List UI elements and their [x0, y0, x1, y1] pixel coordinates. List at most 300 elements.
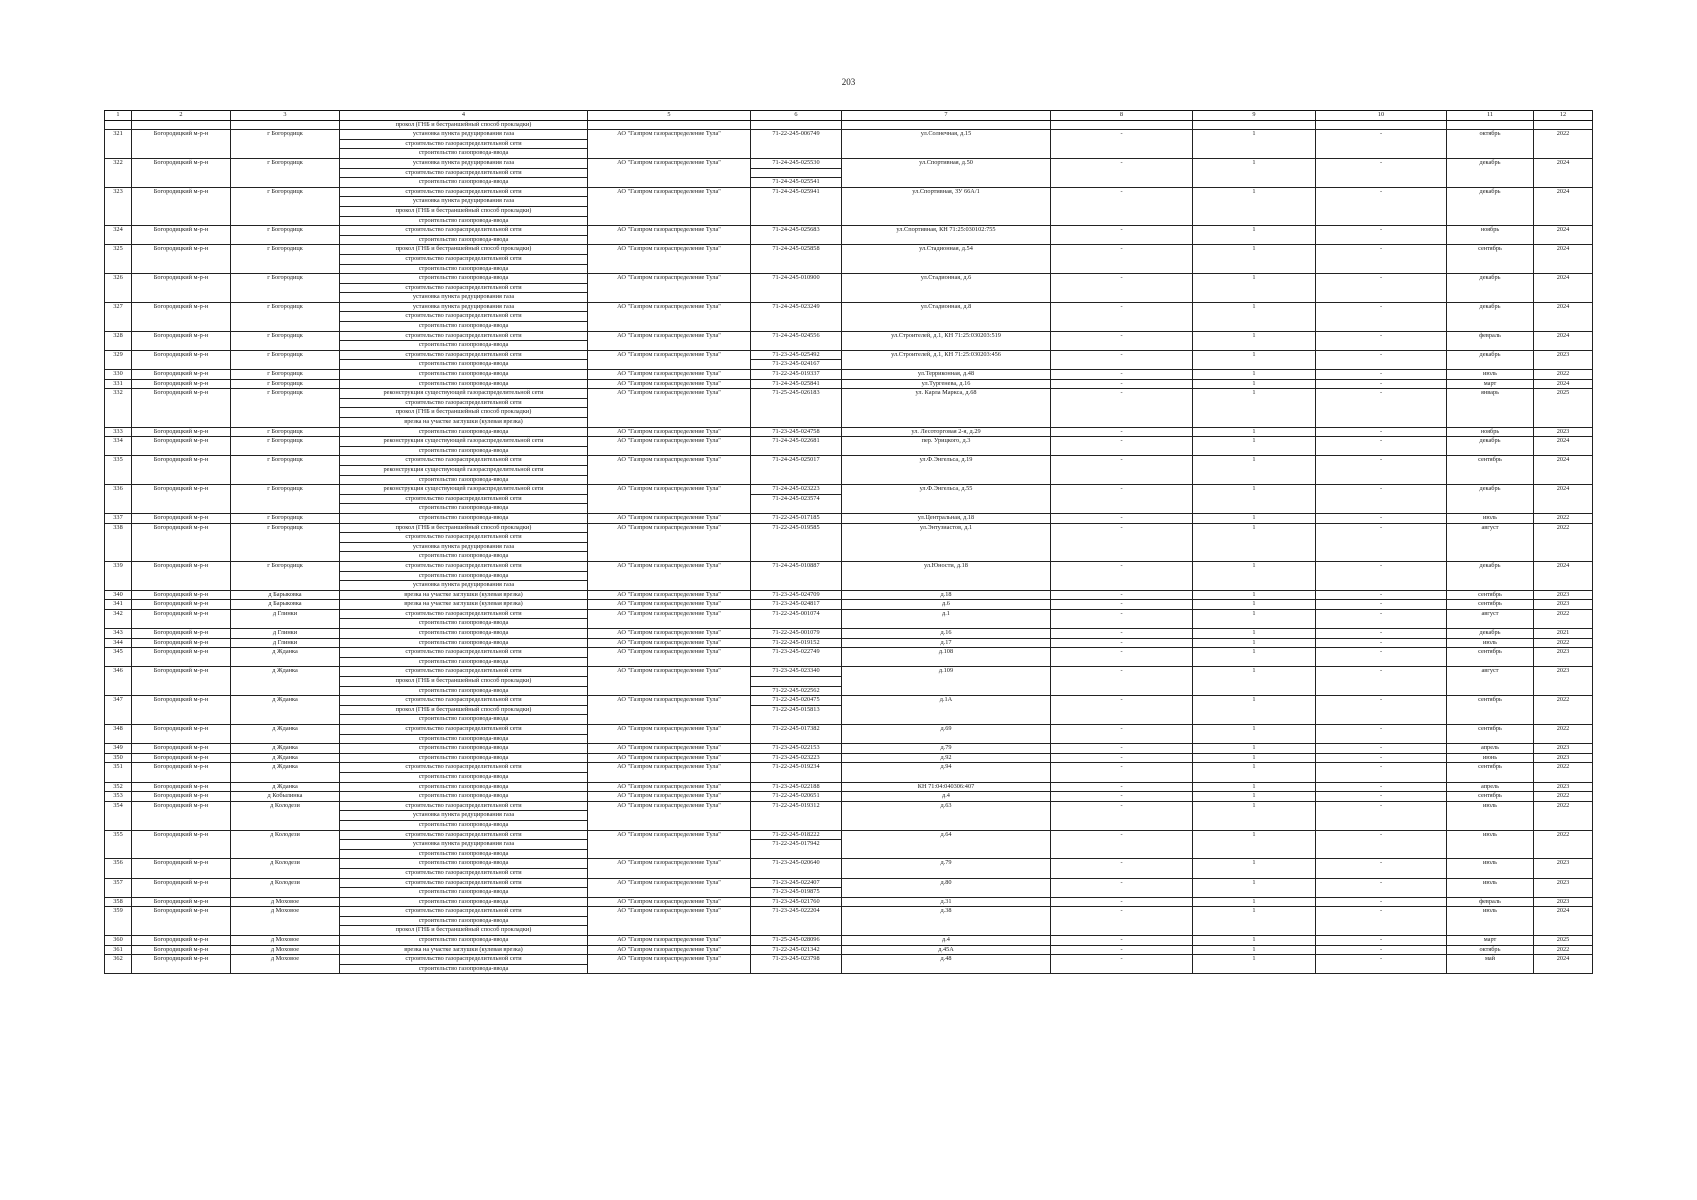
municipality: Богородицкий м-р-н: [132, 907, 231, 936]
work-type-line: строительство газопровода-ввода: [340, 551, 587, 561]
col10-value: -: [1316, 187, 1447, 225]
work-type: [340, 792, 588, 802]
col10-value: -: [1316, 226, 1447, 245]
col8-value: -: [1051, 245, 1193, 274]
row-number: 344: [105, 638, 132, 648]
year: 2022: [1534, 370, 1593, 380]
column-header: 8: [1051, 111, 1193, 121]
year: 2022: [1534, 638, 1593, 648]
col9-value: 1: [1193, 859, 1316, 878]
work-type: [340, 945, 588, 955]
address: ул. Лесоторговая 2-я, д.29: [842, 427, 1051, 437]
work-type: [340, 830, 588, 859]
municipality: Богородицкий м-р-н: [132, 638, 231, 648]
municipality: Богородицкий м-р-н: [132, 830, 231, 859]
row-number: 347: [105, 696, 132, 725]
table-row: [105, 187, 1593, 225]
work-type-line: строительство газораспределительной сети: [405, 226, 522, 234]
work-type-line: установка пункта редуцирования газа: [412, 130, 515, 138]
table-row: [105, 725, 1593, 744]
work-type-line: установка пункта редуцирования газа: [412, 302, 515, 310]
work-type-line: строительство газопровода-ввода: [340, 618, 587, 628]
year: 2022: [1534, 763, 1593, 782]
month: декабрь: [1447, 274, 1534, 303]
row-number: 331: [105, 379, 132, 389]
work-type-line: строительство газопровода-ввода: [340, 916, 587, 926]
municipality: Богородицкий м-р-н: [132, 274, 231, 303]
address: д.48: [842, 955, 1051, 974]
application-code-line: 71-25-245-026183: [772, 389, 820, 397]
work-type-line: строительство газораспределительной сети: [340, 283, 587, 293]
year: 2022: [1534, 523, 1593, 561]
col8-value: -: [1051, 936, 1193, 946]
row-number: 333: [105, 427, 132, 437]
application-code: [751, 609, 842, 628]
column-header: 1: [105, 111, 132, 121]
settlement: д Барыковка: [231, 600, 340, 610]
year: 2024: [1534, 379, 1593, 389]
work-type-line: строительство газопровода-ввода: [340, 734, 587, 744]
col10-value: -: [1316, 561, 1447, 590]
month: сентябрь: [1447, 696, 1534, 725]
address: пер. Урицкого, д.3: [842, 437, 1051, 456]
col8-value: -: [1051, 226, 1193, 245]
work-type: [340, 302, 588, 331]
organization: АО "Газпром газораспределение Тула": [588, 600, 751, 610]
settlement: д Моховое: [231, 945, 340, 955]
work-type: [340, 801, 588, 830]
work-type-line: строительство газопровода-ввода: [418, 379, 509, 387]
work-type: [340, 331, 588, 350]
municipality: Богородицкий м-р-н: [132, 897, 231, 907]
row-number: 349: [105, 744, 132, 754]
municipality: Богородицкий м-р-н: [132, 667, 231, 696]
work-type-line: строительство газораспределительной сети: [340, 532, 587, 542]
application-code: [751, 158, 842, 187]
col9-value: 1: [1193, 331, 1316, 350]
year: 2021: [1534, 629, 1593, 639]
work-type: [340, 274, 588, 303]
col10-value: -: [1316, 485, 1447, 514]
month: июль: [1447, 907, 1534, 936]
table-row: [105, 379, 1593, 389]
application-code: [751, 379, 842, 389]
col9-value: 1: [1193, 753, 1316, 763]
settlement: г Богородицк: [231, 485, 340, 514]
municipality: Богородицкий м-р-н: [132, 226, 231, 245]
col8-value: -: [1051, 590, 1193, 600]
month: декабрь: [1447, 187, 1534, 225]
address: д.1А: [842, 696, 1051, 725]
col9-value: 1: [1193, 456, 1316, 485]
work-type: [340, 600, 588, 610]
application-code-line: 71-22-245-001074: [772, 609, 820, 617]
row-number: 345: [105, 648, 132, 667]
work-type-line: строительство газопровода-ввода: [418, 427, 509, 435]
work-type-line: строительство газораспределительной сети: [340, 494, 587, 504]
column-header: 4: [340, 111, 588, 121]
municipality: Богородицкий м-р-н: [132, 763, 231, 782]
table-row: [105, 629, 1593, 639]
organization: АО "Газпром газораспределение Тула": [588, 744, 751, 754]
application-code: [751, 907, 842, 936]
work-type-line: строительство газораспределительной сети: [340, 139, 587, 149]
col8-value: -: [1051, 638, 1193, 648]
row-number: 334: [105, 437, 132, 456]
col9-value: 1: [1193, 696, 1316, 725]
col9-value: 1: [1193, 763, 1316, 782]
year: 2024: [1534, 456, 1593, 485]
work-type-line: строительство газораспределительной сети: [340, 868, 587, 878]
work-type-line: строительство газопровода-ввода: [340, 446, 587, 456]
work-type: [340, 955, 588, 974]
application-code: [751, 955, 842, 974]
year: 2024: [1534, 955, 1593, 974]
table-row: [105, 274, 1593, 303]
application-code: [751, 523, 842, 561]
application-code: [751, 561, 842, 590]
application-code-line: 71-24-245-023249: [772, 302, 820, 310]
organization: АО "Газпром газораспределение Тула": [588, 187, 751, 225]
organization: АО "Газпром газораспределение Тула": [588, 389, 751, 427]
settlement: д Жданка: [231, 763, 340, 782]
work-type-line: строительство газопровода-ввода: [418, 753, 509, 761]
col9-value: 1: [1193, 945, 1316, 955]
col9-value: 1: [1193, 638, 1316, 648]
work-type-line: прокол (ГНБ и бестраншейный способ прокладки): [395, 523, 532, 531]
municipality: Богородицкий м-р-н: [132, 513, 231, 523]
col8-value: -: [1051, 782, 1193, 792]
table-row: [105, 638, 1593, 648]
organization: АО "Газпром газораспределение Тула": [588, 485, 751, 514]
address: ул.Строителей, д.1, КН 71:25:030203:519: [842, 331, 1051, 350]
work-type-line: строительство газопровода-ввода: [340, 772, 587, 782]
col8-value: -: [1051, 513, 1193, 523]
month: октябрь: [1447, 945, 1534, 955]
organization: АО "Газпром газораспределение Тула": [588, 370, 751, 380]
application-code-line: 71-24-245-025530: [772, 158, 820, 166]
settlement: д Колодези: [231, 859, 340, 878]
application-code-line: 71-24-245-025017: [772, 456, 820, 464]
municipality: Богородицкий м-р-н: [132, 648, 231, 667]
application-code-line: 71-23-245-022407: [772, 878, 820, 886]
organization: АО "Газпром газораспределение Тула": [588, 513, 751, 523]
work-type-line: строительство газораспределительной сети: [405, 696, 522, 704]
col9-value: 1: [1193, 667, 1316, 696]
work-type-line: строительство газопровода-ввода: [340, 148, 587, 158]
col10-value: -: [1316, 437, 1447, 456]
address: д.6: [842, 600, 1051, 610]
col8-value: -: [1051, 801, 1193, 830]
column-header: 2: [132, 111, 231, 121]
table-cell: [231, 120, 340, 130]
application-code-line: 71-22-245-019152: [772, 638, 820, 646]
row-number: 327: [105, 302, 132, 331]
work-type: [340, 897, 588, 907]
application-code-line: 71-23-245-019875: [751, 887, 841, 897]
application-code-line: 71-23-245-024709: [772, 590, 820, 598]
application-code: [751, 801, 842, 830]
table-row: [105, 350, 1593, 369]
work-type-line: строительство газораспределительной сети: [405, 648, 522, 656]
col8-value: -: [1051, 897, 1193, 907]
work-type-line: реконструкция существующей газораспределительной сети: [383, 389, 544, 397]
col8-value: -: [1051, 830, 1193, 859]
row-number: 337: [105, 513, 132, 523]
col8-value: -: [1051, 696, 1193, 725]
municipality: Богородицкий м-р-н: [132, 859, 231, 878]
col8-value: -: [1051, 648, 1193, 667]
address: д.38: [842, 907, 1051, 936]
organization: АО "Газпром газораспределение Тула": [588, 955, 751, 974]
work-type-line: строительство газораспределительной сети: [405, 830, 522, 838]
table-cell: [1193, 120, 1316, 130]
table-row: [105, 456, 1593, 485]
settlement: г Богородицк: [231, 456, 340, 485]
col9-value: 1: [1193, 648, 1316, 667]
col9-value: 1: [1193, 725, 1316, 744]
table-row: [105, 955, 1593, 974]
col10-value: -: [1316, 763, 1447, 782]
month: март: [1447, 936, 1534, 946]
settlement: г Богородицк: [231, 513, 340, 523]
application-code-line: 71-23-245-023798: [772, 955, 820, 963]
municipality: Богородицкий м-р-н: [132, 561, 231, 590]
table-row: [105, 226, 1593, 245]
col8-value: -: [1051, 130, 1193, 159]
application-code: [751, 456, 842, 485]
col10-value: -: [1316, 427, 1447, 437]
col9-value: 1: [1193, 485, 1316, 514]
work-type-line: врезка на участке заглушки (кулевая врезка): [404, 945, 523, 953]
month: ноябрь: [1447, 427, 1534, 437]
application-code-line: 71-24-245-025841: [772, 379, 820, 387]
settlement: г Богородицк: [231, 130, 340, 159]
row-number: 358: [105, 897, 132, 907]
municipality: Богородицкий м-р-н: [132, 590, 231, 600]
application-code-line: [751, 168, 841, 178]
organization: АО "Газпром газораспределение Тула": [588, 696, 751, 725]
col9-value: 1: [1193, 936, 1316, 946]
address: ул.Стадионная, д.6: [842, 274, 1051, 303]
col8-value: -: [1051, 667, 1193, 696]
col10-value: -: [1316, 379, 1447, 389]
application-code-line: 71-23-245-025492: [772, 350, 820, 358]
year: 2025: [1534, 936, 1593, 946]
col10-value: -: [1316, 609, 1447, 628]
year: 2024: [1534, 274, 1593, 303]
work-type: [340, 609, 588, 628]
work-type-line: строительство газораспределительной сети: [405, 456, 522, 464]
year: 2023: [1534, 782, 1593, 792]
address: д.80: [842, 878, 1051, 897]
work-type: [340, 370, 588, 380]
col9-value: 1: [1193, 629, 1316, 639]
table-row: [105, 389, 1593, 427]
organization: АО "Газпром газораспределение Тула": [588, 226, 751, 245]
municipality: Богородицкий м-р-н: [132, 158, 231, 187]
month: июль: [1447, 370, 1534, 380]
application-code-line: 71-22-245-018222: [772, 830, 820, 838]
work-type-line: строительство газораспределительной сети: [340, 254, 587, 264]
work-type-line: строительство газопровода-ввода: [418, 859, 509, 867]
table-cell: [1051, 120, 1193, 130]
col10-value: -: [1316, 350, 1447, 369]
table-row: [105, 792, 1593, 802]
address: д.1: [842, 609, 1051, 628]
col10-value: -: [1316, 523, 1447, 561]
organization: АО "Газпром газораспределение Тула": [588, 801, 751, 830]
col8-value: -: [1051, 187, 1193, 225]
organization: АО "Газпром газораспределение Тула": [588, 379, 751, 389]
municipality: Богородицкий м-р-н: [132, 878, 231, 897]
col9-value: 1: [1193, 744, 1316, 754]
address: д.64: [842, 830, 1051, 859]
work-type-line: реконструкция существующей газораспределительной сети: [383, 437, 544, 445]
table-row: [105, 945, 1593, 955]
col10-value: -: [1316, 792, 1447, 802]
work-type-line: строительство газопровода-ввода: [418, 629, 509, 637]
month: декабрь: [1447, 158, 1534, 187]
year: 2024: [1534, 158, 1593, 187]
col10-value: -: [1316, 648, 1447, 667]
work-type-line: строительство газораспределительной сети: [340, 311, 587, 321]
municipality: Богородицкий м-р-н: [132, 936, 231, 946]
application-code-line: 71-24-245-010900: [772, 274, 820, 282]
col9-value: 1: [1193, 523, 1316, 561]
application-code: [751, 830, 842, 859]
municipality: Богородицкий м-р-н: [132, 245, 231, 274]
application-code: [751, 638, 842, 648]
application-code-line: 71-22-245-020475: [772, 696, 820, 704]
col10-value: -: [1316, 907, 1447, 936]
application-code-line: 71-23-245-022204: [772, 907, 820, 915]
settlement: г Богородицк: [231, 187, 340, 225]
col8-value: -: [1051, 955, 1193, 974]
address: ул.Юности, д.18: [842, 561, 1051, 590]
table-row: [105, 523, 1593, 561]
work-type-line: прокол (ГНБ и бестраншейный способ прокладки): [340, 925, 587, 935]
col10-value: -: [1316, 936, 1447, 946]
work-type: [340, 859, 588, 878]
col9-value: 1: [1193, 187, 1316, 225]
settlement: д Колодези: [231, 878, 340, 897]
col9-value: 1: [1193, 130, 1316, 159]
application-code: [751, 226, 842, 245]
application-code-line: 71-22-245-019585: [772, 523, 820, 531]
application-code-line: [751, 676, 841, 686]
application-code-line: 71-24-245-010887: [772, 561, 820, 569]
organization: АО "Газпром газораспределение Тула": [588, 792, 751, 802]
year: 2024: [1534, 302, 1593, 331]
col10-value: -: [1316, 158, 1447, 187]
table-cell: прокол (ГНБ и бестраншейный способ прокладки): [340, 120, 588, 130]
month: декабрь: [1447, 629, 1534, 639]
col10-value: -: [1316, 801, 1447, 830]
col10-value: -: [1316, 696, 1447, 725]
column-header: 11: [1447, 111, 1534, 121]
municipality: Богородицкий м-р-н: [132, 609, 231, 628]
work-type-line: строительство газопровода-ввода: [418, 638, 509, 646]
application-code-line: 71-23-245-024758: [772, 427, 820, 435]
settlement: д Жданка: [231, 744, 340, 754]
table-row: [105, 782, 1593, 792]
settlement: г Богородицк: [231, 379, 340, 389]
settlement: д Жданка: [231, 667, 340, 696]
table-row: [105, 609, 1593, 628]
work-type-line: строительство газораспределительной сети: [405, 561, 522, 569]
address: д.45А: [842, 945, 1051, 955]
address: д.17: [842, 638, 1051, 648]
row-number: 354: [105, 801, 132, 830]
col10-value: -: [1316, 130, 1447, 159]
month: сентябрь: [1447, 456, 1534, 485]
month: август: [1447, 667, 1534, 696]
application-code-line: 71-22-245-006749: [772, 130, 820, 138]
address: КН 71:04:040306:407: [842, 782, 1051, 792]
col8-value: -: [1051, 763, 1193, 782]
col10-value: -: [1316, 744, 1447, 754]
work-type-line: реконструкция существующей газораспределительной сети: [383, 485, 544, 493]
address: ул. Карла Маркса, д.68: [842, 389, 1051, 427]
column-header: 12: [1534, 111, 1593, 121]
row-number: 342: [105, 609, 132, 628]
table-row: [105, 763, 1593, 782]
application-code-line: 71-22-245-019337: [772, 370, 820, 378]
work-type-line: строительство газопровода-ввода: [418, 897, 509, 905]
municipality: Богородицкий м-р-н: [132, 427, 231, 437]
col9-value: 1: [1193, 370, 1316, 380]
settlement: г Богородицк: [231, 523, 340, 561]
address: д.4: [842, 936, 1051, 946]
year: 2024: [1534, 437, 1593, 456]
column-header: 3: [231, 111, 340, 121]
col8-value: -: [1051, 350, 1193, 369]
table-row: [105, 878, 1593, 897]
settlement: г Богородицк: [231, 274, 340, 303]
application-code-line: 71-23-245-024167: [751, 359, 841, 369]
work-type: [340, 456, 588, 485]
application-code: [751, 350, 842, 369]
col10-value: -: [1316, 945, 1447, 955]
month: январь: [1447, 389, 1534, 427]
year: 2022: [1534, 830, 1593, 859]
work-type-line: строительство газопровода-ввода: [340, 475, 587, 485]
application-code-line: 71-23-245-022188: [772, 782, 820, 790]
row-number: 346: [105, 667, 132, 696]
application-code-line: 71-24-245-024556: [772, 331, 820, 339]
municipality: Богородицкий м-р-н: [132, 370, 231, 380]
settlement: д Глинки: [231, 609, 340, 628]
municipality: Богородицкий м-р-н: [132, 389, 231, 427]
application-code-line: 71-23-245-024817: [772, 600, 820, 608]
table-row: [105, 648, 1593, 667]
application-code: [751, 859, 842, 878]
column-header: 6: [751, 111, 842, 121]
address: ул.Ф.Энгельса, д.19: [842, 456, 1051, 485]
col10-value: -: [1316, 955, 1447, 974]
work-type: [340, 389, 588, 427]
settlement: г Богородицк: [231, 389, 340, 427]
table-row: [105, 667, 1593, 696]
work-type-line: прокол (ГНБ и бестраншейный способ прокладки): [340, 206, 587, 216]
application-code: [751, 725, 842, 744]
row-number: 341: [105, 600, 132, 610]
work-type-line: строительство газораспределительной сети: [405, 667, 522, 675]
work-type-line: строительство газопровода-ввода: [418, 744, 509, 752]
work-type: [340, 936, 588, 946]
col10-value: -: [1316, 389, 1447, 427]
